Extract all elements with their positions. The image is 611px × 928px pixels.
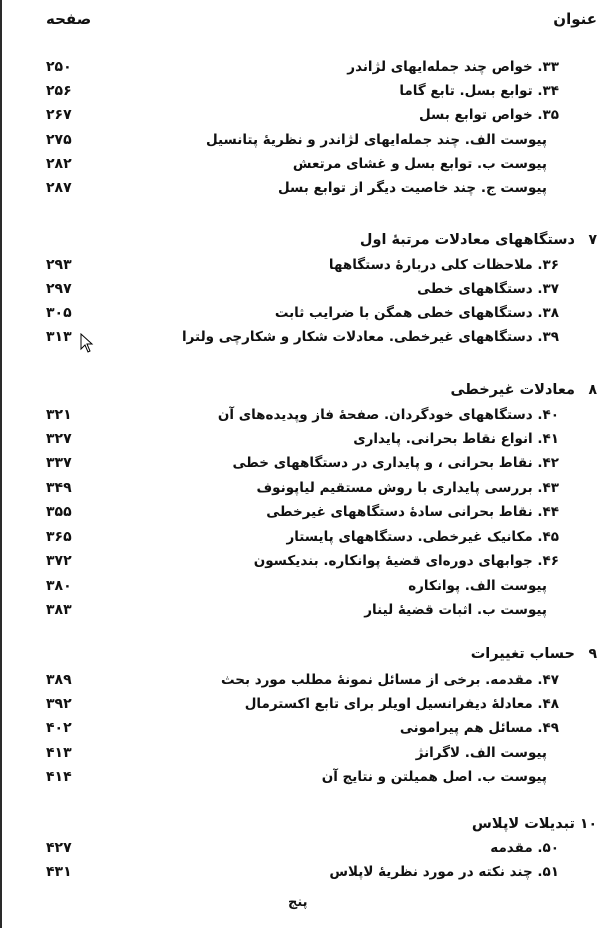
- toc-page-number: ۳۳۷: [46, 455, 72, 471]
- chapter-title: معادلات غیرخطی: [450, 382, 575, 398]
- toc-section-row: [0, 403, 611, 427]
- toc-page-number: ۳۲۷: [46, 431, 72, 447]
- toc-page-number: ۳۷۲: [46, 553, 72, 569]
- toc-page-number: ۲۸۲: [46, 156, 72, 172]
- toc-entry-title: ۴۱. انواع نقاط بحرانی. پایداری: [353, 431, 559, 447]
- toc-page-number: ۳۸۳: [46, 602, 72, 618]
- toc-chapter-heading: [0, 378, 611, 402]
- toc-entry-title: پیوست ب. اصل همیلتن و نتایج آن: [321, 769, 547, 785]
- toc-entry-title: ۴۲. نقاط بحرانی ، و پایداری در دستگاههای خطی: [232, 455, 559, 471]
- toc-chapter-heading: [0, 642, 611, 666]
- toc-entry-title: پیوست ب. توابع بسل و غشای مرتعش: [292, 156, 547, 172]
- toc-section-row: [0, 860, 611, 884]
- toc-page-number: ۳۰۵: [46, 305, 72, 321]
- toc-page-number: ۲۹۳: [46, 257, 72, 273]
- toc-entry-title: ۴۸. معادلهٔ دیفرانسیل اویلر برای تابع اکسترمال: [244, 696, 559, 712]
- chapter-number: ۹: [588, 646, 597, 662]
- toc-section-row: [0, 55, 611, 79]
- toc-section-row: [0, 103, 611, 127]
- toc-entry-title: پیوست الف. پوانکاره: [408, 578, 547, 594]
- toc-entry-title: ۴۵. مکانیک غیرخطی. دستگاههای پایستار: [286, 529, 559, 545]
- toc-section-row: [0, 301, 611, 325]
- toc-entry-title: ۴۶. جوابهای دوره‌ای قضیهٔ پوانکاره. بندیکسون: [253, 553, 559, 569]
- toc-entry-title: پیوست الف. چند جمله‌ایهای لژاندر و نظریهٔ پتانسیل: [206, 132, 547, 148]
- toc-page-number: ۳۲۱: [46, 407, 72, 423]
- chapter-number: ۱۰: [579, 816, 597, 832]
- toc-section-row: [0, 500, 611, 524]
- toc-entry-title: ۳۶. ملاحظات کلی دربارهٔ دستگاهها: [328, 257, 559, 273]
- toc-chapter-heading: [0, 812, 611, 836]
- toc-section-row: [0, 79, 611, 103]
- mouse-pointer-icon: [80, 333, 94, 353]
- toc-page-number: ۲۸۷: [46, 180, 72, 196]
- toc-section-row: [0, 716, 611, 740]
- toc-section-row: [0, 836, 611, 860]
- toc-page-number: ۴۳۱: [46, 864, 72, 880]
- toc-entry-title: ۳۴. توابع بسل. تابع گاما: [399, 83, 559, 99]
- chapter-number: ۷: [588, 232, 597, 248]
- toc-section-row: [0, 692, 611, 716]
- toc-entry-title: ۵۰. مقدمه: [490, 840, 559, 856]
- chapter-title: حساب تغییرات: [470, 646, 575, 662]
- toc-entry-title: ۳۳. خواص چند جمله‌ایهای لژاندر: [347, 59, 559, 75]
- toc-entry-title: ۴۷. مقدمه. برخی از مسائل نمونهٔ مطلب مورد بحث: [220, 672, 559, 688]
- toc-page-number: ۳۸۰: [46, 578, 72, 594]
- toc-appendix-row: [0, 598, 611, 622]
- toc-page-number: ۲۹۷: [46, 281, 72, 297]
- toc-section-row: [0, 253, 611, 277]
- toc-page-number: ۳۱۳: [46, 329, 72, 345]
- toc-appendix-row: [0, 574, 611, 598]
- toc-entry-title: ۳۹. دستگاههای غیرخطی. معادلات شکار و شکارچی ولترا: [182, 329, 559, 345]
- toc-entry-title: ۳۷. دستگاههای خطی: [417, 281, 559, 297]
- toc-page-number: ۲۷۵: [46, 132, 72, 148]
- toc-entry-title: ۴۳. بررسی پایداری با روش مستقیم لیاپونوف: [256, 480, 559, 496]
- toc-appendix-row: [0, 152, 611, 176]
- toc-entry-title: ۴۴. نقاط بحرانی سادهٔ دستگاههای غیرخطی: [266, 504, 559, 520]
- column-header-title: عنوان: [553, 10, 597, 28]
- toc-page-number: ۳۴۹: [46, 480, 72, 496]
- toc-page-number: ۲۵۶: [46, 83, 72, 99]
- chapter-title: تبدیلات لاپلاس: [471, 816, 575, 832]
- toc-page-number: ۳۹۲: [46, 696, 72, 712]
- toc-appendix-row: [0, 741, 611, 765]
- toc-page-number: ۴۱۳: [46, 745, 72, 761]
- footer-page-number: پنج: [288, 895, 308, 910]
- toc-section-row: [0, 451, 611, 475]
- toc-entry-title: ۴۹. مسائل هم پیرامونی: [399, 720, 559, 736]
- toc-chapter-heading: [0, 228, 611, 252]
- toc-page-number: ۳۸۹: [46, 672, 72, 688]
- toc-section-row: [0, 549, 611, 573]
- toc-appendix-row: [0, 176, 611, 200]
- chapter-number: ۸: [588, 382, 597, 398]
- toc-section-row: [0, 427, 611, 451]
- toc-section-row: [0, 668, 611, 692]
- toc-page-number: ۴۲۷: [46, 840, 72, 856]
- toc-section-row: [0, 476, 611, 500]
- toc-entry-title: پیوست ب. اثبات قضیهٔ لینار: [364, 602, 547, 618]
- toc-entry-title: ۳۵. خواص توابع بسل: [418, 107, 559, 123]
- toc-page-number: ۴۱۴: [46, 769, 72, 785]
- toc-entry-title: پیوست الف. لاگرانژ: [415, 745, 547, 761]
- column-header-page: صفحه: [46, 10, 92, 28]
- toc-page-number: ۴۰۲: [46, 720, 72, 736]
- toc-appendix-row: [0, 128, 611, 152]
- toc-appendix-row: [0, 765, 611, 789]
- toc-page-number: ۳۶۵: [46, 529, 72, 545]
- toc-entry-title: پیوست ج. چند خاصیت دیگر از توابع بسل: [277, 180, 547, 196]
- chapter-title: دستگاههای معادلات مرتبهٔ اول: [359, 232, 575, 248]
- toc-entry-title: ۵۱. چند نکته در مورد نظریهٔ لاپلاس: [329, 864, 559, 880]
- toc-page-number: ۲۶۷: [46, 107, 72, 123]
- toc-section-row: [0, 525, 611, 549]
- toc-section-row: [0, 277, 611, 301]
- toc-page-number: ۳۵۵: [46, 504, 72, 520]
- toc-page-number: ۲۵۰: [46, 59, 72, 75]
- toc-entry-title: ۴۰. دستگاههای خودگردان. صفحهٔ فاز وپدیده‌های آن: [217, 407, 559, 423]
- toc-entry-title: ۳۸. دستگاههای خطی همگن با ضرایب ثابت: [274, 305, 559, 321]
